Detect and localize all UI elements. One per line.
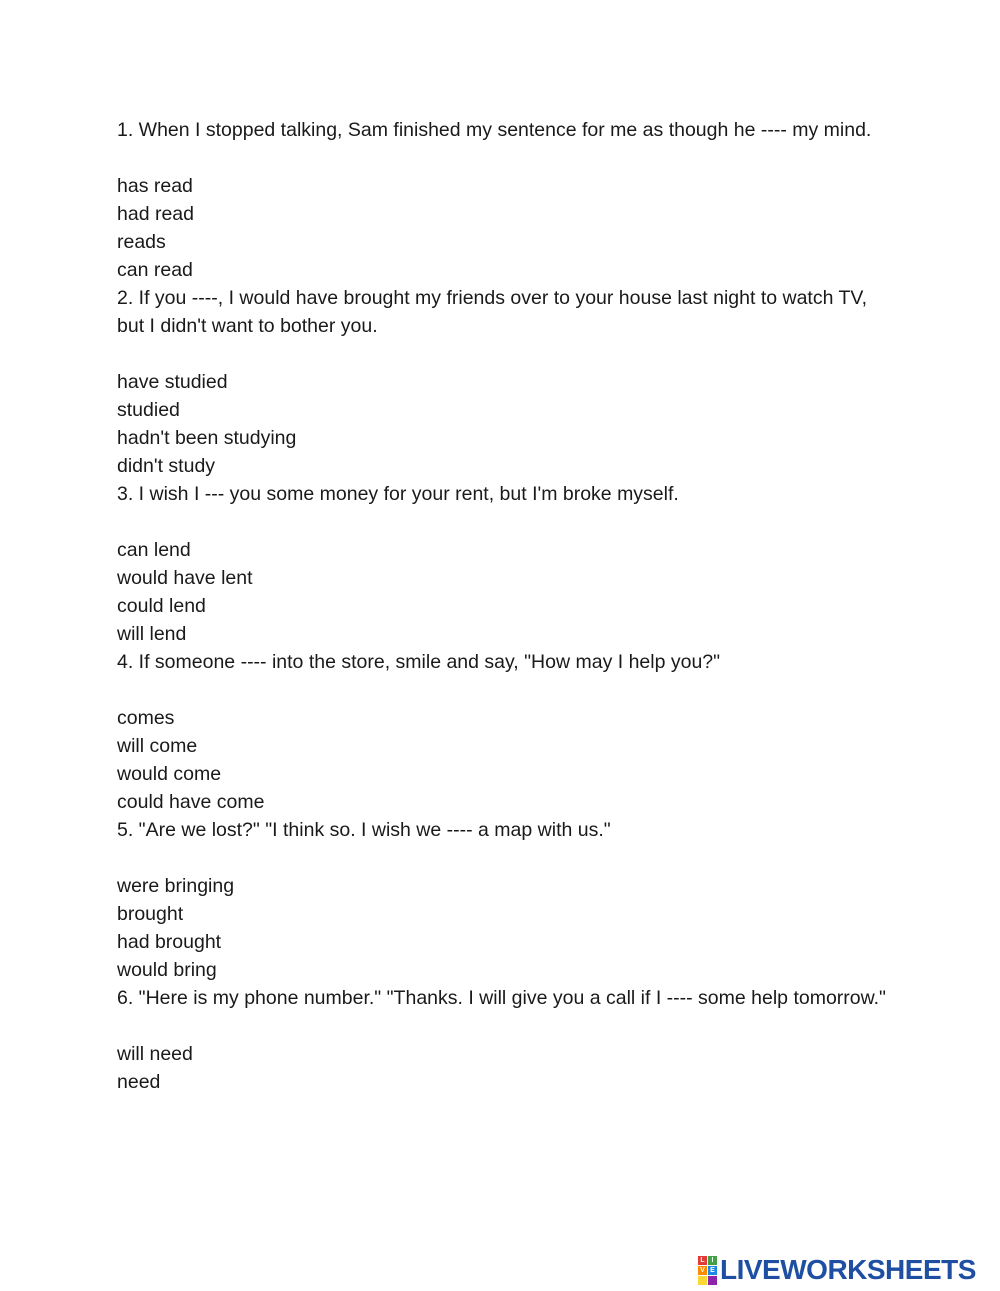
logo-tile: E (708, 1266, 717, 1275)
question-1-option: reads (117, 231, 166, 253)
question-4-text: 4. If someone ---- into the store, smile and say, "How may I help you?" (117, 651, 721, 673)
logo-tile: L (698, 1256, 707, 1265)
question-4-option: comes (117, 707, 175, 729)
question-3-option: would have lent (117, 567, 253, 589)
spacer (117, 1012, 897, 1040)
question-5-text: 5. "Are we lost?" "I think so. I wish we ---- a map with us." (117, 819, 611, 841)
spacer (117, 340, 897, 368)
question-1-text: 1. When I stopped talking, Sam finished my sentence for me as though he ---- my mind. (117, 119, 872, 141)
spacer (117, 508, 897, 536)
question-3-option: could lend (117, 595, 206, 617)
question-5-option: brought (117, 903, 184, 925)
question-4-option: could have come (117, 791, 265, 813)
logo-tile (708, 1276, 717, 1285)
question-6-option: need (117, 1071, 161, 1093)
spacer (117, 676, 897, 704)
question-2-option: hadn't been studying (117, 427, 297, 449)
liveworksheets-logo[interactable] (698, 1255, 976, 1285)
question-1-option: can read (117, 259, 193, 281)
spacer (117, 144, 897, 172)
question-2-option: studied (117, 399, 180, 421)
question-6-option: will need (117, 1043, 193, 1065)
spacer (117, 844, 897, 872)
logo-tile (698, 1276, 707, 1285)
question-2-option: didn't study (117, 455, 216, 477)
question-3-option: will lend (117, 623, 187, 645)
brand-name: LIVEWORKSHEETS (720, 1254, 976, 1285)
worksheet (117, 116, 897, 1096)
logo-tile: V (698, 1266, 707, 1275)
question-2-text: 2. If you ----, I would have brought my friends over to your house last night to watch TV, but I didn't want to bother you. (117, 287, 868, 337)
question-5-option: would bring (117, 959, 217, 981)
question-2-option: have studied (117, 371, 228, 393)
question-6-text: 6. "Here is my phone number." "Thanks. I will give you a call if I ---- some help tomorrow." (117, 987, 886, 1009)
question-4-option: would come (117, 763, 222, 785)
logo-tile: I (708, 1256, 717, 1265)
question-5-option: were bringing (117, 875, 235, 897)
question-4-option: will come (117, 735, 198, 757)
question-3-option: can lend (117, 539, 191, 561)
question-5-option: had brought (117, 931, 222, 953)
question-1-option: had read (117, 203, 194, 225)
question-3-text: 3. I wish I --- you some money for your rent, but I'm broke myself. (117, 483, 679, 505)
liveworksheets-logo-icon (698, 1256, 717, 1285)
question-1-option: has read (117, 175, 193, 197)
